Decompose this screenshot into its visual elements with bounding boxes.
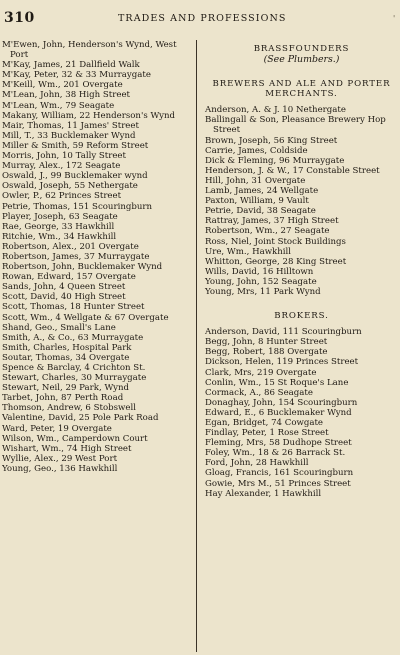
- directory-entry: Wyllie, Alex., 29 West Port: [2, 453, 118, 464]
- directory-entry: Owler, P., 62 Princes Street: [2, 191, 122, 202]
- directory-entry: Smith, A., & Co., 63 Murraygate: [2, 332, 144, 343]
- directory-entry: Stewart, Neil, 29 Park, Wynd: [2, 383, 129, 394]
- directory-entry: Young, Geo., 136 Hawkhill: [2, 463, 118, 474]
- directory-entry: Carrie, James, Coldside: [205, 145, 308, 156]
- page-header: [0, 6, 400, 34]
- running-title: TRADES AND PROFESSIONS: [118, 13, 287, 24]
- directory-entry: Begg, Robert, 188 Overgate: [205, 347, 328, 358]
- directory-entry: Gowie, Mrs M., 51 Princes Street: [205, 478, 351, 489]
- section-heading-brewers-line2: MERCHANTS.: [265, 89, 338, 100]
- directory-entry: Soutar, Thomas, 34 Overgate: [2, 352, 130, 363]
- brokers-list: [205, 327, 398, 499]
- directory-entry: Anderson, David, 111 Scouringburn: [205, 327, 362, 338]
- directory-entry: Scott, David, 40 High Street: [2, 292, 126, 303]
- directory-entry: Paxton, William, 9 Vault: [205, 196, 309, 207]
- directory-entry: M'Keill, Wm., 201 Overgate: [2, 80, 123, 91]
- directory-entry: Makany, William, 22 Henderson's Wynd: [2, 110, 176, 121]
- directory-entry: M'Kay, Peter, 32 & 33 Murraygate: [2, 70, 151, 81]
- directory-entry: Findlay, Peter, 1 Rose Street: [205, 428, 329, 439]
- directory-entry: Ford, John, 28 Hawkhill: [205, 458, 309, 469]
- directory-entry: M'Ewen, John, Henderson's Wynd, West Port: [2, 40, 177, 61]
- directory-entry: Donaghay, John, 154 Scouringburn: [205, 397, 358, 408]
- directory-entry: Wilson, Wm., Camperdown Court: [2, 433, 148, 444]
- directory-entry: Conlin, Wm., 15 St Roque's Lane: [205, 377, 349, 388]
- directory-entry: Young, Mrs, 11 Park Wynd: [205, 286, 321, 297]
- directory-entry: Oswald, J., 99 Bucklemaker wynd: [2, 171, 148, 182]
- directory-entry: Dickson, Helen, 119 Princes Street: [205, 357, 359, 368]
- directory-entry: Shand, Geo., Small's Lane: [2, 322, 116, 333]
- directory-entry: Gloag, Francis, 161 Scouringburn: [205, 468, 354, 479]
- directory-entry: Stewart, Charles, 30 Murraygate: [2, 373, 147, 384]
- right-column: [205, 40, 398, 652]
- directory-entry: Player, Joseph, 63 Seagate: [2, 211, 118, 222]
- directory-entry: Robertson, James, 37 Murraygate: [2, 251, 150, 262]
- directory-entry: Robertson, Wm., 27 Seagate: [205, 226, 330, 237]
- directory-entry: Foley, Wm., 18 & 26 Barrack St.: [205, 448, 346, 459]
- directory-entry: Hay Alexander, 1 Hawkhill: [205, 488, 322, 499]
- left-column: [2, 40, 197, 652]
- directory-entry: Petrie, Thomas, 151 Scouringburn: [2, 201, 153, 212]
- directory-entry: Egan, Bridget, 74 Cowgate: [205, 418, 324, 428]
- directory-entry: Tarbet, John, 87 Perth Road: [2, 393, 124, 404]
- directory-entry: Clark, Mrs, 219 Overgate: [205, 367, 317, 378]
- directory-entry: Scott, Thomas, 18 Hunter Street: [2, 302, 145, 313]
- directory-entry: Spence & Barclay, 4 Crichton St.: [2, 363, 146, 373]
- section-heading-brassfounders: BRASSFOUNDERS: [253, 44, 350, 54]
- directory-entry: Anderson, A. & J. 10 Nethergate: [205, 105, 346, 116]
- directory-entry: Miller & Smith, 59 Reform Street: [2, 140, 149, 151]
- directory-entry: Wills, David, 16 Hilltown: [205, 266, 314, 277]
- directory-entry: Lamb, James, 24 Wellgate: [205, 186, 319, 197]
- directory-entry: M'Lean, John, 38 High Street: [2, 90, 130, 101]
- directory-entry: Mair, Thomas, 11 James' Street: [2, 120, 139, 131]
- directory-entry: Murray, Alex., 172 Seagate: [2, 161, 121, 172]
- page-number: 310: [4, 10, 35, 26]
- directory-entry: M'Kay, James, 21 Dallfield Walk: [2, 60, 140, 71]
- directory-entry: Ure, Wm., Hawkhill: [205, 246, 292, 257]
- directory-entry: Valentine, David, 25 Pole Park Road: [2, 413, 159, 424]
- directory-entry: Ross, Niel, Joint Stock Buildings: [205, 236, 346, 247]
- directory-entry: Edward, E., 6 Bucklemaker Wynd: [205, 407, 352, 418]
- directory-entry: Robertson, Alex., 201 Overgate: [2, 241, 139, 252]
- brewers-list: [205, 105, 398, 297]
- directory-entry: Robertson, John, Bucklemaker Wynd: [2, 262, 163, 273]
- directory-entry: Hill, John, 31 Overgate: [205, 175, 306, 186]
- section-note-brassfounders: (See Plumbers.): [263, 54, 340, 66]
- directory-entry: Petrie, David, 38 Seagate: [205, 206, 316, 217]
- directory-entry: Morris, John, 10 Tally Street: [2, 151, 126, 162]
- section-heading-brokers: BROKERS.: [274, 311, 329, 322]
- directory-entry: Ritchie, Wm., 34 Hawkhill: [2, 231, 117, 242]
- edge-mark: ': [393, 14, 396, 23]
- directory-entry: Cormack, A., 86 Seagate: [205, 387, 313, 398]
- directory-entry: Ward, Peter, 19 Overgate: [2, 423, 112, 434]
- directory-entry: Young, John, 152 Seagate: [205, 276, 317, 287]
- directory-entry: Henderson, J. & W., 17 Constable Street: [205, 165, 380, 176]
- directory-entry: Smith, Charles, Hospital Park: [2, 342, 132, 353]
- directory-entry: Thomson, Andrew, 6 Stobswell: [2, 403, 136, 414]
- directory-entry: Oswald, Joseph, 55 Nethergate: [2, 181, 138, 192]
- directory-entry: Fleming, Mrs, 58 Dudhope Street: [205, 438, 352, 449]
- directory-entry: Dick & Fleming, 96 Murraygate: [205, 155, 345, 166]
- directory-entry: Rattray, James, 37 High Street: [205, 216, 339, 227]
- directory-entry: Rowan, Edward, 157 Overgate: [2, 272, 136, 283]
- directory-entry: Mill, T., 33 Bucklemaker Wynd: [2, 130, 136, 141]
- directory-entry: Begg, John, 8 Hunter Street: [205, 337, 328, 348]
- directory-entry: Brown, Joseph, 56 King Street: [205, 135, 338, 146]
- directory-entry: Sands, John, 4 Queen Street: [2, 282, 126, 293]
- directory-entry: Rae, George, 33 Hawkhill: [2, 221, 115, 232]
- section-heading-brewers: BREWERS AND ALE AND PORTER: [212, 79, 391, 90]
- directory-entry: Scott, Wm., 4 Wellgate & 67 Overgate: [2, 312, 169, 323]
- directory-entry: M'Lean, Wm., 79 Seagate: [2, 100, 115, 111]
- directory-entry: Ballingall & Son, Pleasance Brewery Hop Street: [205, 115, 386, 136]
- directory-entry: Wishart, Wm., 74 High Street: [2, 443, 132, 454]
- directory-entry: Whitton, George, 28 King Street: [205, 256, 347, 267]
